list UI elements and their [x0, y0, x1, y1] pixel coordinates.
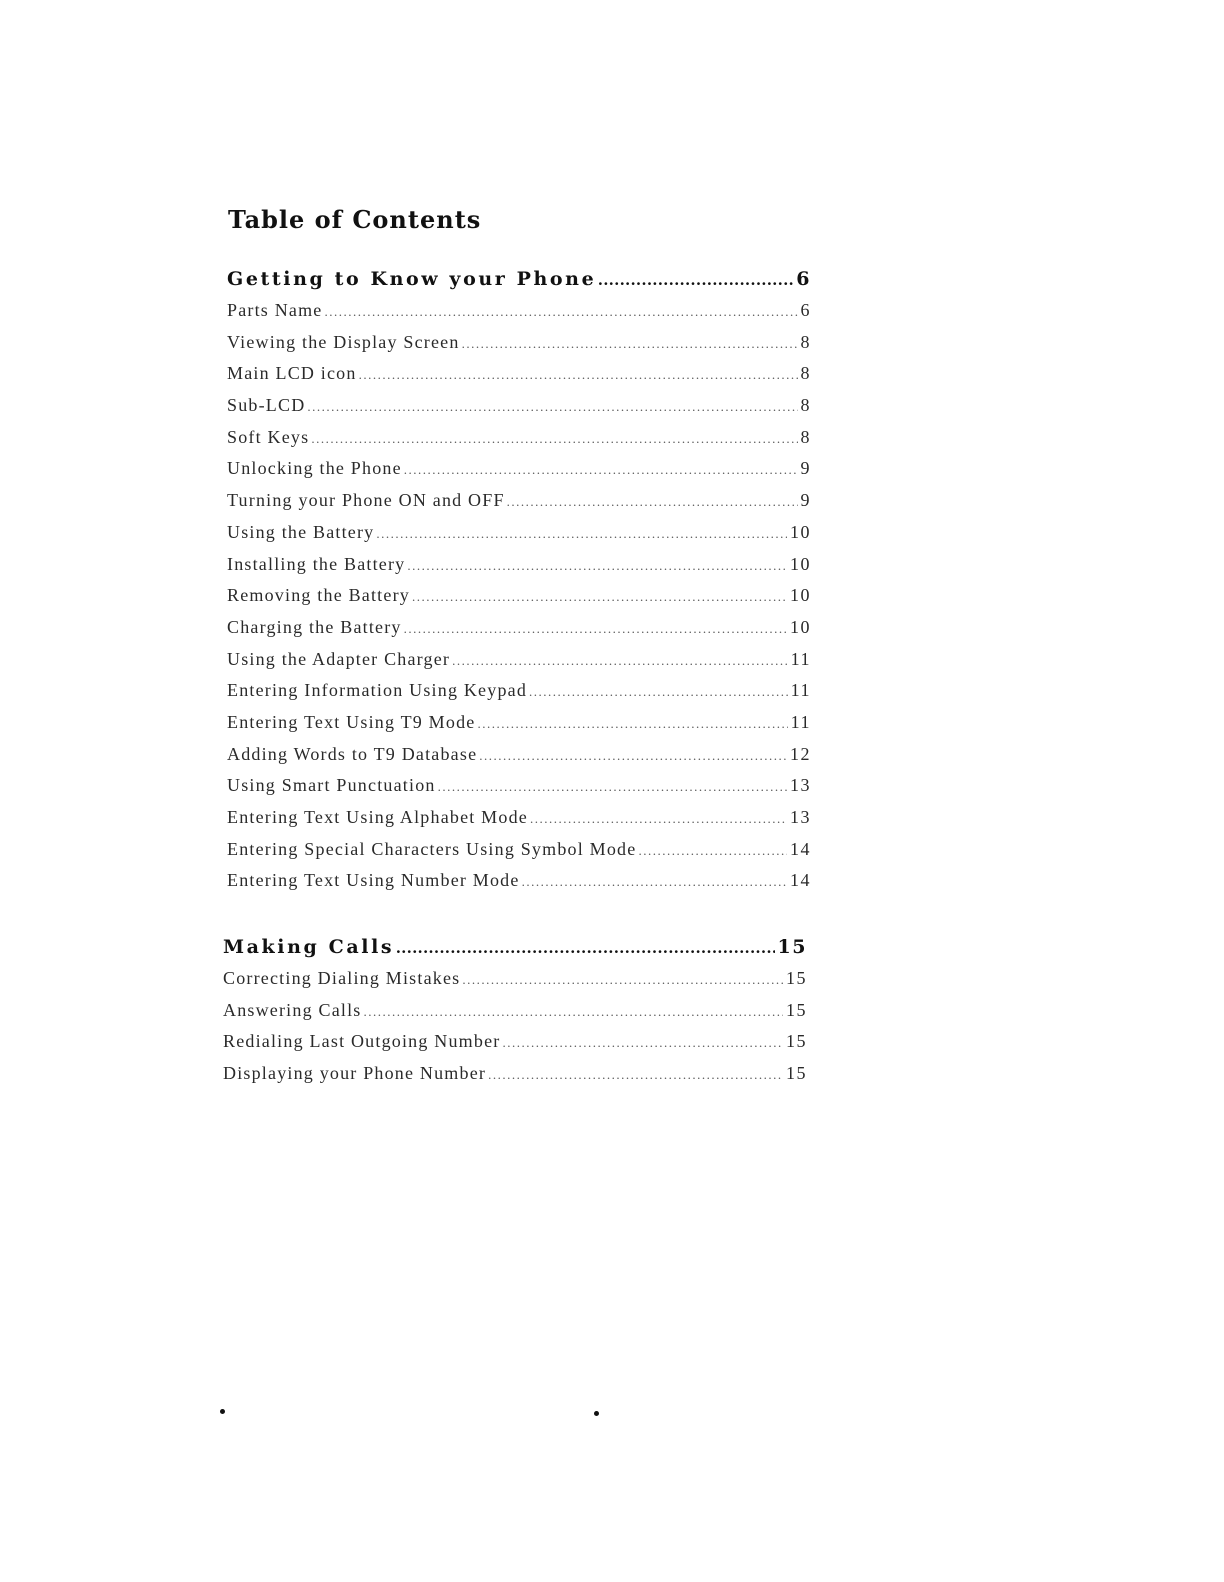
toc-entry-label: Using the Battery [227, 521, 375, 542]
dot-leader [462, 972, 783, 988]
toc-entry-label: Entering Text Using Number Mode [227, 870, 520, 891]
toc-entry[interactable] [227, 744, 811, 776]
toc-section-heading[interactable] [223, 936, 807, 968]
toc-entry-page: 15 [786, 1031, 807, 1052]
toc-entry[interactable] [227, 839, 811, 871]
toc-entry-page: 9 [800, 458, 811, 479]
toc-entry-page: 8 [800, 363, 811, 384]
toc-entry[interactable] [227, 427, 811, 459]
toc-entry-page: 12 [790, 743, 811, 764]
dot-leader [364, 1004, 784, 1020]
toc-entry[interactable] [227, 363, 811, 395]
dot-leader [529, 684, 788, 700]
toc-entry-label: Entering Text Using T9 Mode [227, 711, 476, 732]
dot-leader [359, 367, 798, 383]
dot-leader [502, 1035, 783, 1051]
toc-entry-page: 10 [790, 585, 811, 606]
dot-leader [407, 558, 787, 574]
toc-section-making-calls [223, 936, 807, 1095]
toc-entry-label: Adding Words to T9 Database [227, 743, 478, 764]
toc-entry-label: Using Smart Punctuation [227, 775, 436, 796]
dot-leader [638, 843, 787, 859]
toc-entry-page: 10 [790, 553, 811, 574]
toc-entry-label: Answering Calls [223, 999, 362, 1020]
toc-entry-label: Entering Information Using Keypad [227, 680, 528, 701]
toc-entry-label: Installing the Battery [227, 553, 406, 574]
dot-leader [404, 621, 787, 637]
toc-entry-label: Parts Name [227, 300, 323, 320]
toc-entry-label: Turning your Phone ON and OFF [227, 490, 505, 511]
dot-leader [598, 270, 793, 290]
dot-leader [396, 938, 774, 958]
toc-entry-page: 14 [790, 838, 811, 859]
toc-entry-label: Displaying your Phone Number [223, 1063, 487, 1084]
toc-section-heading-page: 15 [777, 936, 807, 958]
toc-entry[interactable] [227, 807, 811, 839]
toc-entry[interactable] [227, 332, 811, 364]
toc-entry-page: 11 [790, 680, 811, 701]
dot-leader [404, 462, 798, 478]
toc-entry-page: 15 [786, 999, 807, 1020]
toc-entry-page: 11 [790, 648, 811, 669]
toc-entry[interactable] [227, 712, 811, 744]
toc-entry[interactable] [223, 1031, 807, 1063]
toc-entry[interactable] [227, 395, 811, 427]
toc-entry-page: 8 [800, 331, 811, 352]
toc-entry[interactable] [223, 1000, 807, 1032]
dot-leader [530, 811, 787, 827]
toc-entry[interactable] [227, 522, 811, 554]
toc-entry[interactable] [227, 775, 811, 807]
toc-entry-page: 10 [790, 616, 811, 637]
toc-entry[interactable] [227, 649, 811, 681]
toc-entry[interactable] [227, 680, 811, 712]
dot-leader [479, 748, 787, 764]
toc-entry-label: Using the Adapter Charger [227, 648, 451, 669]
toc-entry[interactable] [227, 554, 811, 586]
toc-entry[interactable] [227, 585, 811, 617]
toc-entry-label: Entering Special Characters Using Symbol Mode [227, 838, 637, 859]
toc-entry-label: Viewing the Display Screen [227, 331, 460, 352]
toc-entry[interactable] [227, 300, 811, 332]
toc-entry-page: 9 [800, 490, 811, 511]
toc-entry-page: 15 [786, 1063, 807, 1084]
toc-entry-page: 10 [790, 521, 811, 542]
toc-entry[interactable] [223, 968, 807, 1000]
toc-section-heading-label: Getting to Know your Phone [227, 268, 597, 290]
toc-section-heading-label: Making Calls [223, 936, 395, 958]
toc-entry[interactable] [223, 1063, 807, 1095]
dot-leader [522, 874, 787, 890]
dot-leader [311, 431, 797, 447]
dot-leader [438, 779, 787, 795]
toc-entry[interactable] [227, 870, 811, 902]
dot-leader [462, 336, 798, 352]
toc-entry-page: 15 [786, 968, 807, 988]
toc-entry-label: Redialing Last Outgoing Number [223, 1031, 501, 1052]
dot-leader [376, 526, 787, 542]
toc-section-heading[interactable] [227, 268, 811, 300]
toc-entry-label: Correcting Dialing Mistakes [223, 968, 461, 988]
dot-leader [488, 1067, 783, 1083]
toc-entry-page: 13 [790, 775, 811, 796]
toc-entry-page: 11 [790, 711, 811, 732]
toc-entry-label: Unlocking the Phone [227, 458, 402, 479]
toc-entry-label: Sub-LCD [227, 395, 306, 416]
toc-entry-label: Main LCD icon [227, 363, 357, 384]
toc-section-getting-to-know [227, 268, 811, 902]
bullet-dot-icon [594, 1411, 599, 1416]
toc-entry-page: 8 [800, 395, 811, 416]
dot-leader [307, 399, 797, 415]
dot-leader [324, 304, 797, 320]
toc-entry[interactable] [227, 617, 811, 649]
toc-entry-label: Entering Text Using Alphabet Mode [227, 807, 528, 827]
toc-entry-label: Charging the Battery [227, 616, 402, 637]
toc-entry-page: 13 [790, 807, 811, 827]
toc-entry-label: Soft Keys [227, 426, 310, 447]
toc-entry-page: 8 [800, 426, 811, 447]
toc-entry[interactable] [227, 490, 811, 522]
bullet-dot-icon [220, 1409, 225, 1414]
dot-leader [412, 589, 787, 605]
dot-leader [477, 716, 787, 732]
dot-leader [452, 653, 788, 669]
toc-section-heading-page: 6 [796, 268, 811, 290]
dot-leader [507, 494, 798, 510]
page-title: Table of Contents [228, 205, 482, 234]
toc-entry-page: 14 [790, 870, 811, 891]
toc-entry-label: Removing the Battery [227, 585, 410, 606]
toc-entry-page: 6 [800, 300, 811, 320]
toc-entry[interactable] [227, 458, 811, 490]
